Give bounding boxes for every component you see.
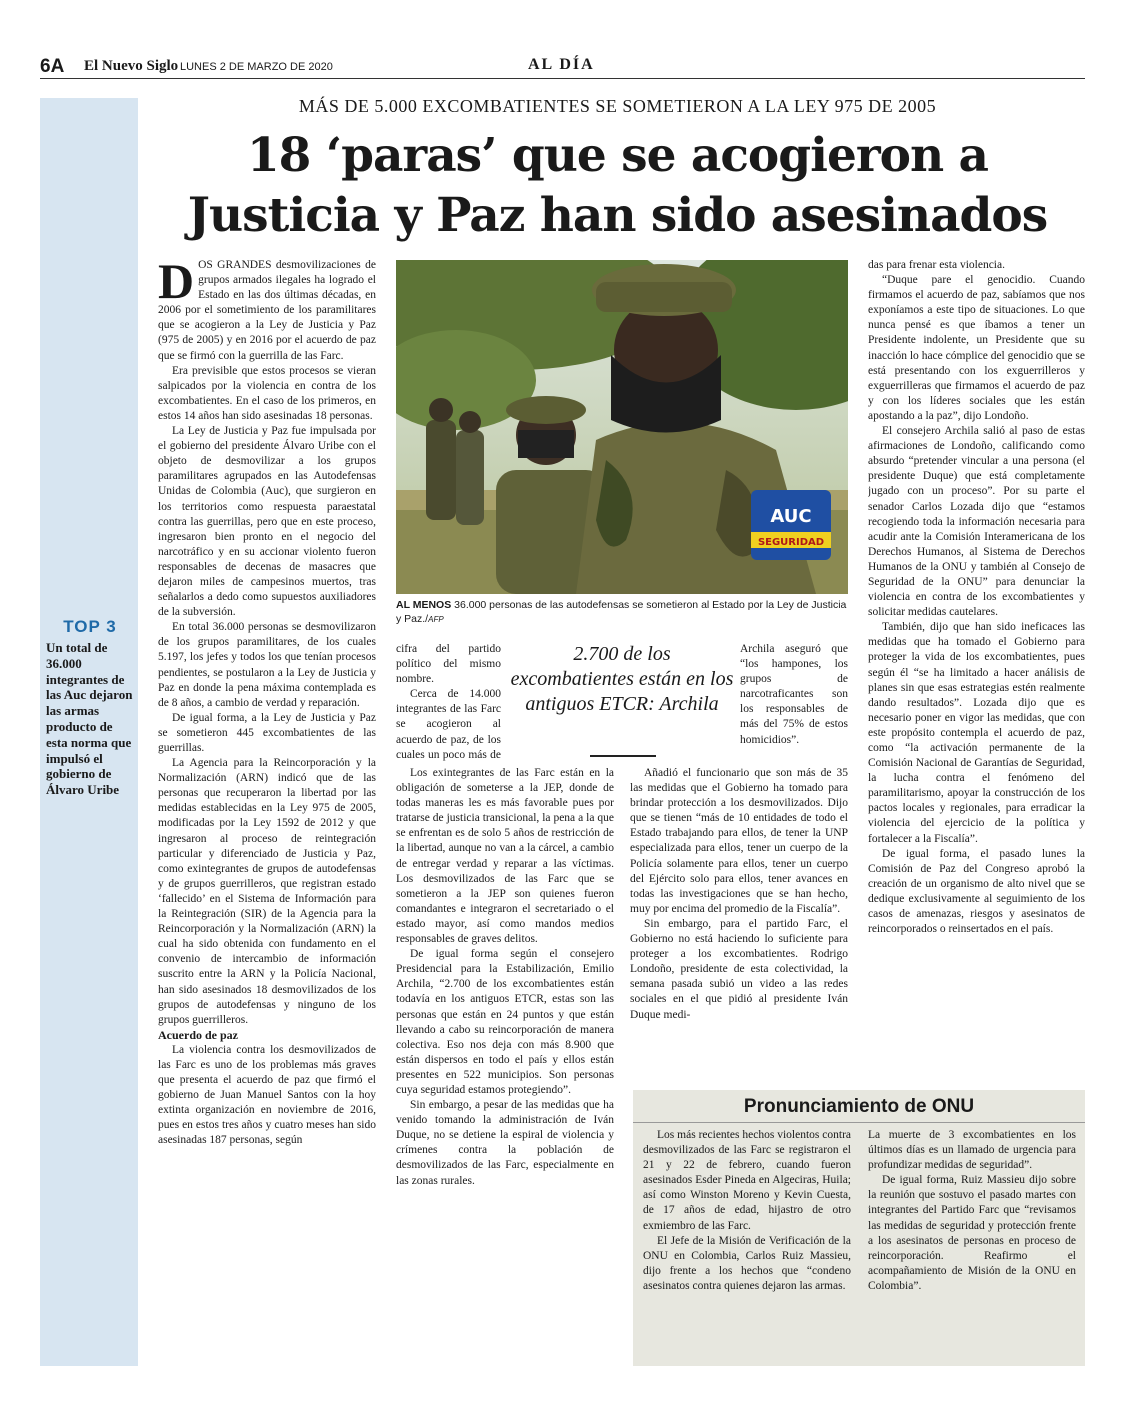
page-number: 6A [40, 56, 65, 77]
issue-date: LUNES 2 DE MARZO DE 2020 [180, 61, 333, 73]
photo-credit: AFP [428, 615, 444, 624]
armband-label-2: SEGURIDAD [757, 537, 825, 548]
article-column-1 [158, 258, 376, 1358]
section-name: AL DÍA [528, 56, 595, 73]
paragraph: Sin embargo, a pesar de las medidas que ha venido tomando la administración de Iván Duque, no se detiene la espiral de violencia y crímenes contra la población de desmovilizados de las Farc, especialmente en las zonas rurales. [396, 1099, 614, 1187]
box-title-divider [633, 1122, 1085, 1123]
headline-line-2: Justicia y Paz han sido asesinados [187, 188, 1048, 243]
paragraph: Añadió el funcionario que son más de 35 las medidas que el Gobierno ha tomado para brindar protección a los desmovilizados. Dijo que se tienen “más de 10 entidades de todo el Estado trabajando para ellos, de tener la UNP especializada para ellos, tener un cuerpo de la Policía solamente para ellos, tener un cuerpo del Ejército solo para ellos, tener avances en todas las investigaciones que se han hecho, muy por encima del promedio de la Fiscalía”. [630, 767, 848, 915]
box-column-left [643, 1128, 851, 1360]
article-column-4 [868, 258, 1085, 1082]
newspaper-logo: El Nuevo Siglo [84, 58, 179, 74]
article-kicker: MÁS DE 5.000 EXCOMBATIENTES SE SOMETIERON A LA LEY 975 DE 2005 [298, 96, 937, 116]
article-column-2 [396, 766, 614, 1358]
article-column-2-top [396, 642, 501, 764]
paragraph: El Jefe de la Misión de Verificación de la ONU en Colombia, Carlos Ruiz Massieu, dijo frente a los hechos que “condeno asesinatos contra quienes dejaron las armas. [643, 1234, 851, 1292]
paragraph: La violencia contra los desmovilizados de las Farc es uno de los problemas más graves que presenta el acuerdo de paz que firmó el gobierno de Juan Manuel Santos con la hoy extinta organización en noviembre de 2016, pues en estos tres años y cuatro meses han sido asesinadas 187 personas, según [158, 1043, 376, 1147]
pull-quote-rule [590, 755, 656, 757]
paragraph: Los más recientes hechos violentos contra desmovilizados de las Farc se registraron el 21 y 22 de febrero, cuando fueron asesinados Esder Pineda en Algeciras, Huila; así como Winston Moreno y Kevin Cuesta, de 17 años de edad, hijastro de otro exmiembro de las Farc. [643, 1129, 851, 1232]
box-title: Pronunciamiento de ONU [743, 1096, 975, 1117]
sidebar-text: Un total de 36.000 integrantes de las Auc dejaron las armas producto de esta norma que impulsó el gobierno de Álvaro Uribe [46, 640, 133, 798]
drop-cap: D [158, 258, 195, 309]
paragraph: De igual forma, a la Ley de Justicia y Paz se sometieron 445 excombatientes de las guerrillas. [158, 711, 376, 754]
paragraph: En total 36.000 personas se desmovilizaron de los grupos paramilitares, de los cuales 5.197, los jefes y todos los que tenían procesos pendientes, se postularon a la Ley de Justicia y Paz en donde la pena máxima contemplada es de 8 años, a cambio de verdad y reparación. [158, 621, 376, 709]
paragraph: De igual forma, Ruiz Massieu dijo sobre la reunión que sostuvo el pasado martes con integrantes del Partido Farc que “revisamos las medidas de seguridad y protección frente a los asesinatos de personas en proceso de reincorporación. Reafirmo el acompañamiento de Misión de la ONU en Colombia”. [868, 1174, 1076, 1292]
soldiers-photo-illustration [396, 260, 848, 594]
article-column-3 [630, 766, 848, 1082]
paragraph: La Ley de Justicia y Paz fue impulsada por el gobierno del presidente Álvaro Uribe con el objeto de desmovilizar a los grupos paramilitares agrupados en las Autodefensas Unidas de Colombia (Auc), que surgieron en los territorios como respuesta paraestatal contra las guerrillas, pero que en este proceso, ingresaron bien pronto en el negocio del narcotráfico y en su accionar violento fueron responsables de decenas de masacres que dejaron miles de campesinos muertos, tras señalarlos a dedo como supuestos auxiliadores de la subversión. [158, 425, 376, 619]
paragraph: cifra del partido político del mismo nombre. [396, 643, 501, 686]
paragraph: De igual forma, el pasado lunes la Comisión de Paz del Congreso aprobó la creación de un organismo de alto nivel que se dedique exclusivamente al seguimiento de los casos de amenazas, riesgos y asesinatos de reincorporados o reinsertados en el país. [868, 847, 1085, 936]
article-photo [396, 260, 848, 594]
paragraph: La muerte de 3 excombatientes en los últimos días es un llamado de urgencia para profundizar medidas de seguridad”. [868, 1129, 1076, 1172]
sidebar-label: TOP 3 [63, 617, 117, 636]
headline-line-1: 18 ‘paras’ que se acogieron a [246, 128, 988, 183]
paragraph: También, dijo que han sido ineficaces las medidas que ha tomado el Gobierno para proteger la vida de los excombatientes, pues según él “se ha limitado a hacer análisis de planes sin que esas estrategias estén realmente dando resultados”. Lozada dijo que es necesario poner en vigor las medidas, que con este propósito contempla el acuerdo de paz, como “la activación permanente de la Comisión Nacional de Garantías de Seguridad, la lucha contra el fenómeno del paramilitarismo, apoyar la construcción de los pactos locales y regionales, para erradicar la violencia del ejercicio de la política y fortalecer a la Fiscalía”. [868, 621, 1085, 845]
photo-caption: AL MENOS 36.000 personas de las autodefensas se sometieron al Estado por la Ley de Justicia y Paz./AFP [396, 599, 847, 625]
paragraph: Sin embargo, para el partido Farc, el Gobierno no está haciendo lo suficiente para proteger a los excombatientes. Rodrigo Londoño, presidente de esta colectividad, la semana pasada subió un video a las redes sociales en el que pidió al presidente Iván Duque medi- [630, 917, 848, 1021]
paragraph: Cerca de 14.000 integrantes de las Farc se acogieron al acuerdo de paz, de los cuales un poco más de [396, 688, 501, 761]
box-column-right [868, 1128, 1076, 1360]
paragraph: das para frenar esta violencia. [868, 259, 1005, 271]
paragraph: El consejero Archila salió al paso de estas afirmaciones de Londoño, calificando como absurdo “pretender vincular a una persona (el presidente Duque) que está completamente jugado con un proceso”. Por su parte el senador Carlos Lozada dijo que “estamos recogiendo toda la información necesaria para acudir ante la Comisión Interamericana de los Derechos Humanos, al Sistema de Derechos Humanos de la ONU y también al Consejo de Seguridad de la ONU” para denunciar la violencia en contra de los excombatientes y solicitar medidas cautelares. [868, 425, 1085, 619]
article-column-3-top [740, 642, 848, 762]
armband-label-1: AUC [770, 506, 812, 527]
paragraph: “Duque pare el genocidio. Cuando firmamos el acuerdo de paz, sabíamos que nos exponíamos a este tipo de situaciones. Lo que nunca pensé es que íbamos a tener un Presidente indolente, un Presidente que su inacción lo hace cómplice del genocidio que se está presentando con los exguerrilleros y exguerrilleras que firmamos el acuerdo de paz y con los líderes sociales que les están apostando a la paz”, dijo Londoño. [868, 274, 1085, 422]
header-divider [40, 78, 1085, 79]
pull-quote: 2.700 de los excombatientes están en los antiguos ETCR: Archila [510, 643, 734, 715]
article-headline [150, 126, 1085, 246]
paragraph: La Agencia para la Reincorporación y la Normalización (ARN) indicó que de las personas que recuperaron la libertad por las medidas establecidas en la Ley 975 de 2005, modificadas por la Ley 1592 de 2012 y que ingresaron al proceso de reintegración particular y diferenciado de Justicia y Paz, como exintegrantes de grupos de autodefensas y de grupos guerrilleros, que registran estado ‘fallecido’ en el Sistema de Información para la Reintegración (SIR) de la Agencia para la Reincorporación y la Normalización (ARN) la cual ha sido obtenida con fundamento en el convenio de intercambio de información suscrito entre la ARN y la Policía Nacional, han sido asesinados 18 desmovilizados de los grupos de autodefensas y ninguno de los grupos guerrilleros. [158, 757, 376, 1026]
paragraph: Archila aseguró que “los hampones, los grupos de narcotraficantes son los responsables de más del 75% de estos homicidios”. [740, 643, 848, 746]
paragraph: De igual forma según el consejero Presidencial para la Estabilización, Emilio Archila, “2.700 de los excombatientes están todavía en los antiguos ETCR, estas son las personas que están en 24 puntos y que están llevando a cabo su reincorporación de manera colectiva. Eso nos deja con más 8.900 que están dispersos en todo el país y ellos están presentes en 522 municipios. Son personas cuya seguridad estamos protegiendo”. [396, 948, 614, 1096]
paragraph: Los exintegrantes de las Farc están en la obligación de someterse a la JEP, donde de todas maneras les es más favorable pues por tratarse de justicia transicional, la pena a la que se enfrentan es de solo 5 años de restricción de la libertad, aunque no van a la cárcel, a cambio de entregar verdad y reparar a las víctimas. Los desmovilizados de las Farc que se sometieron a la JEP son quienes fueron comandantes e integraron el secretariado o el estado mayor, así como mandos medios responsables de graves delitos. [396, 767, 614, 946]
article-subhead: Acuerdo de paz [158, 1027, 238, 1042]
lead-paragraph: DOS GRANDES desmovilizaciones de grupos armados ilegales ha logrado el Estado en las dos últimas décadas, en 2006 por el sometimiento de los paramilitares que se acogieron a la Ley de Justicia y Paz (975 de 2005) y en 2016 por el acuerdo de paz que se firmó con la guerrilla de las Farc. [158, 258, 376, 362]
paragraph: Era previsible que estos procesos se vieran salpicados por la violencia en contra de los excombatientes. En el caso de los primeros, en estos 14 años han sido asesinadas 18 personas. [158, 364, 376, 422]
